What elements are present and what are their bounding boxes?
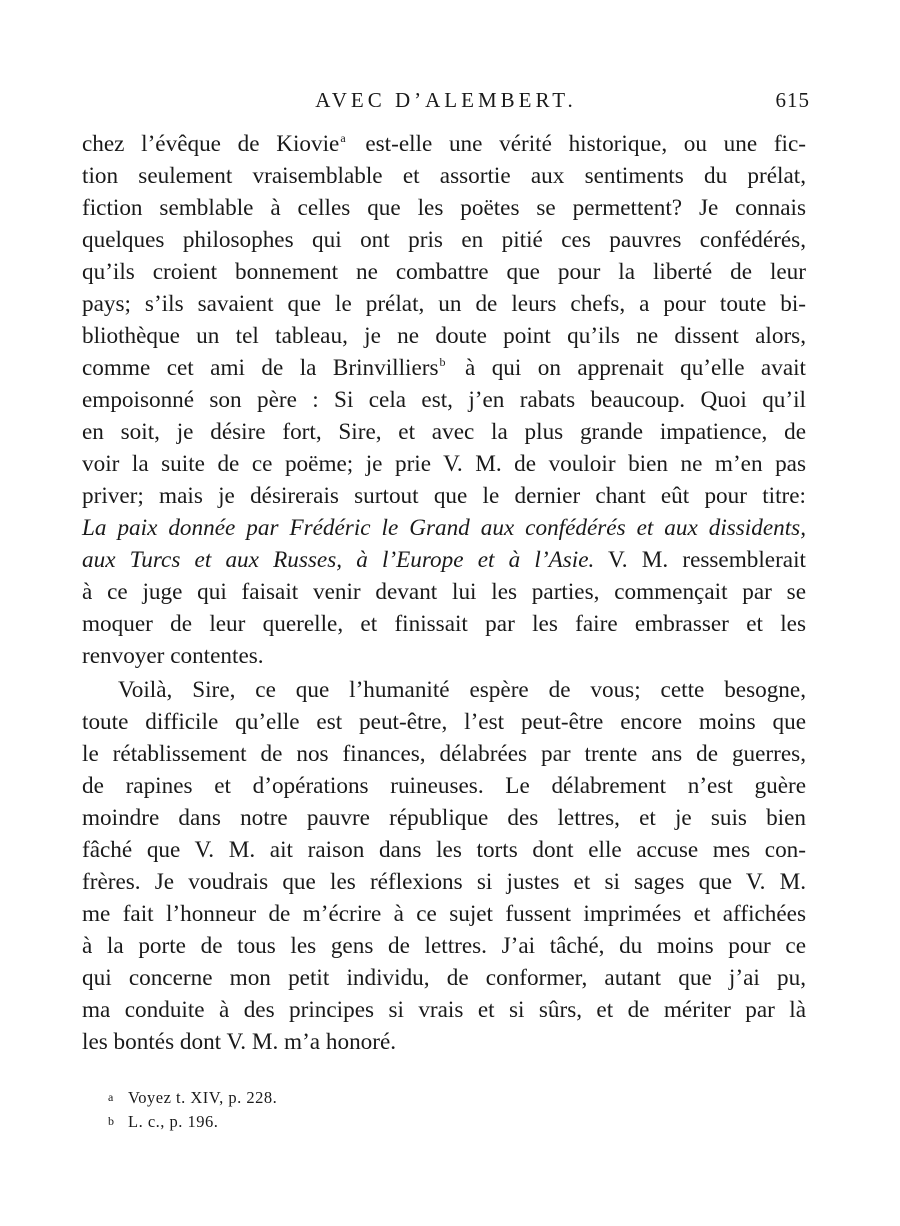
text-line: chez l’évêque de Kiovie$^a$ est-elle une vérité historique, ou une fic- [82, 131, 806, 157]
text-line: fiction semblable à celles que les poëtes se permettent? Je connais [82, 195, 806, 221]
text-line: priver; mais je désirerais surtout que le dernier chant eût pour titre: [82, 483, 806, 509]
text-line: renvoyer contentes. [82, 643, 264, 669]
text-line: Voilà, Sire, ce que l’humanité espère de vous; cette besogne, [118, 677, 806, 703]
text-line: les bontés dont V. M. m’a honoré. [82, 1029, 397, 1055]
text-line: La paix donnée par Frédéric le Grand aux confédérés et aux dissidents, [82, 515, 806, 541]
text-line: voir la suite de ce poëme; je prie V. M. de vouloir bien ne m’en pas [82, 451, 806, 477]
page-number: 615 [775, 88, 810, 112]
running-header [82, 86, 810, 118]
text-line: à la porte de tous les gens de lettres. J’ai tâché, du moins pour ce [82, 933, 806, 959]
text-line: aux Turcs et aux Russes, à l’Europe et à l’Asie. V. M. ressemblerait [82, 547, 806, 573]
footnote-text: L. c., p. 196. [128, 1112, 219, 1131]
footnote [108, 1110, 218, 1133]
footnote-mark: b [108, 1114, 115, 1128]
text-line: fâché que V. M. ait raison dans les torts dont elle accuse mes con- [82, 837, 806, 863]
text-line: moindre dans notre pauvre république des lettres, et je suis bien [82, 805, 806, 831]
text-line: pays; s’ils savaient que le prélat, un de leurs chefs, a pour toute bi- [82, 291, 806, 317]
text-line: frères. Je voudrais que les réflexions si justes et si sages que V. M. [82, 869, 806, 895]
text-line: qui concerne mon petit individu, de conformer, autant que j’ai pu, [82, 965, 806, 991]
text-line: ma conduite à des principes si vrais et si sûrs, et de mériter par là [82, 997, 806, 1023]
text-line: de rapines et d’opérations ruineuses. Le délabrement n’est guère [82, 773, 806, 799]
footnote-reference: b [439, 355, 446, 369]
text-line: quelques philosophes qui ont pris en pitié ces pauvres confédérés, [82, 227, 806, 253]
text-line: en soit, je désire fort, Sire, et avec la plus grande impatience, de [82, 419, 806, 445]
running-title: AVEC D’ALEMBERT. [315, 88, 577, 112]
text-line: comme cet ami de la Brinvilliers$^b$ à qui on apprenait qu’elle avait [82, 355, 806, 381]
text-line: tion seulement vraisemblable et assortie aux sentiments du prélat, [82, 163, 806, 189]
footnote-reference: a [340, 131, 346, 145]
text-line: empoisonné son père : Si cela est, j’en rabats beaucoup. Quoi qu’il [82, 387, 806, 413]
text-line: bliothèque un tel tableau, je ne doute point qu’ils ne dissent alors, [82, 323, 806, 349]
text-line: toute difficile qu’elle est peut-être, l’est peut-être encore moins que [82, 709, 806, 735]
text-line: moquer de leur querelle, et finissait par les faire embrasser et les [82, 611, 806, 637]
text-line: qu’ils croient bonnement ne combattre que pour la liberté de leur [82, 259, 806, 285]
footnote-text: Voyez t. XIV, p. 228. [128, 1088, 278, 1107]
footnote [108, 1086, 277, 1109]
text-line: me fait l’honneur de m’écrire à ce sujet fussent imprimées et affichées [82, 901, 806, 927]
text-line: le rétablissement de nos finances, délabrées par trente ans de guerres, [82, 741, 806, 767]
text-line: à ce juge qui faisait venir devant lui les parties, commençait par se [82, 579, 806, 605]
footnote-mark: a [108, 1090, 114, 1104]
